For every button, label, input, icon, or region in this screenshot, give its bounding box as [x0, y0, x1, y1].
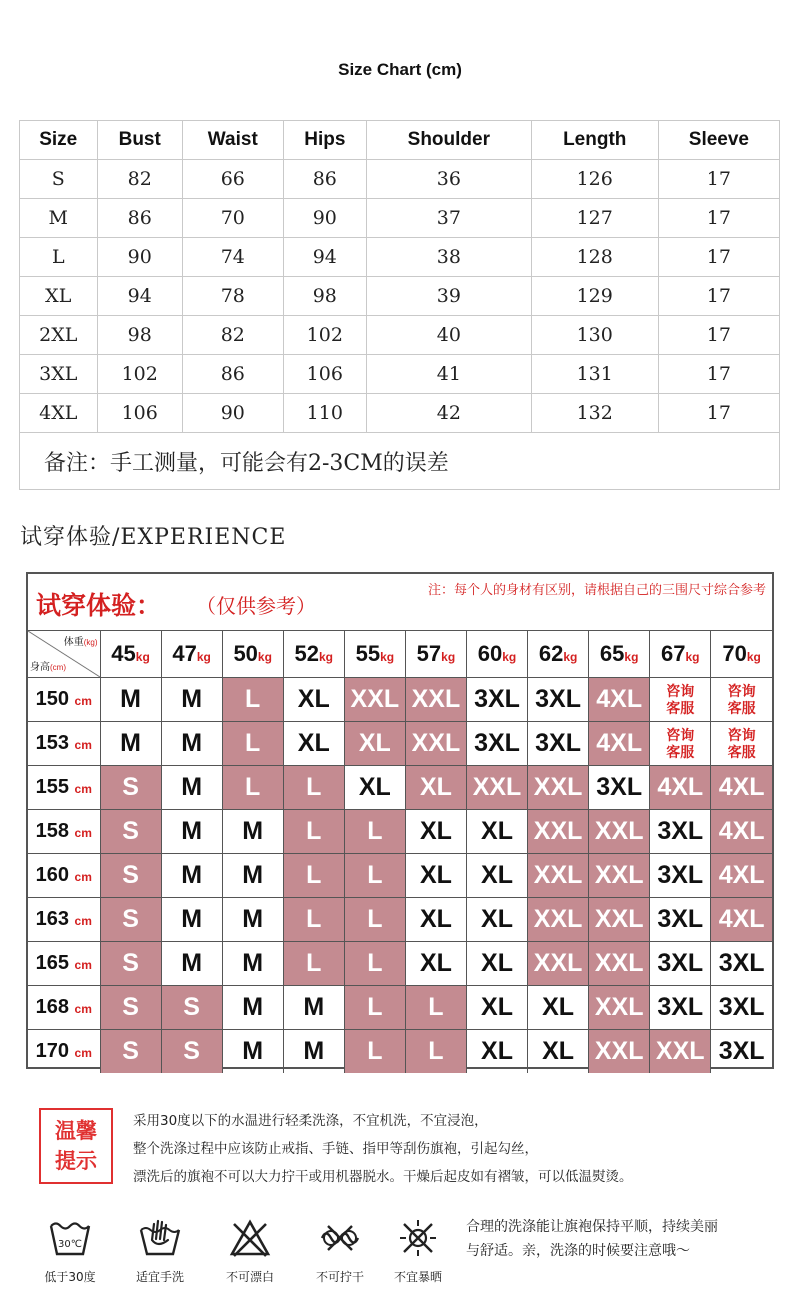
fit-cell: L: [283, 810, 344, 854]
height-header-cell: 158 cm: [28, 810, 100, 854]
fit-experience-chart: [26, 572, 774, 1069]
fit-cell: 4XL: [711, 766, 772, 810]
fit-cell: 3XL: [650, 898, 711, 942]
size-chart-cell: 41: [366, 355, 531, 394]
fit-cell: XXL: [589, 810, 650, 854]
height-header-cell: 163 cm: [28, 898, 100, 942]
size-chart-header-cell: Hips: [283, 121, 366, 160]
size-chart-cell: 17: [658, 355, 779, 394]
fit-cell: 3XL: [650, 942, 711, 986]
height-row: [28, 854, 772, 898]
size-chart-cell: 127: [531, 199, 658, 238]
size-chart-cell: 38: [366, 238, 531, 277]
fit-cell: L: [344, 1030, 405, 1074]
fit-experience-heading: 试穿体验：: [36, 591, 162, 620]
hand-wash-icon: [138, 1218, 182, 1258]
size-chart-header-cell: Length: [531, 121, 658, 160]
height-row: [28, 766, 772, 810]
care-no-bleach: [208, 1218, 292, 1285]
fit-cell: 3XL: [650, 986, 711, 1030]
size-chart-cell: S: [20, 160, 98, 199]
fit-cell: XXL: [589, 898, 650, 942]
fit-cell: XXL: [589, 986, 650, 1030]
experience-section-title: 试穿体验/EXPERIENCE: [20, 525, 287, 550]
warm-tips-text: [133, 1107, 793, 1191]
care-note-line: 合理的洗涤能让旗袍保持平顺，持续美丽: [466, 1219, 718, 1235]
fit-cell: 4XL: [589, 678, 650, 722]
care-note: [466, 1215, 796, 1263]
fit-experience-subheading: （仅供参考）: [196, 594, 316, 618]
care-label: 适宜手洗: [135, 1270, 184, 1284]
care-label: 低于30度: [44, 1270, 96, 1284]
size-chart-cell: 94: [97, 277, 182, 316]
fit-cell: M: [283, 986, 344, 1030]
height-header-cell: 168 cm: [28, 986, 100, 1030]
weight-header-cell: 47kg: [161, 631, 222, 678]
size-chart-note: 备注：手工测量，可能会有2-3CM的误差: [20, 433, 780, 490]
height-header-cell: 153 cm: [28, 722, 100, 766]
fit-cell: XXL: [589, 942, 650, 986]
fit-cell: XL: [528, 986, 589, 1030]
size-chart-cell: 131: [531, 355, 658, 394]
fit-cell: XL: [466, 986, 527, 1030]
fit-cell: 4XL: [711, 810, 772, 854]
size-chart-cell: 82: [97, 160, 182, 199]
fit-cell: S: [100, 986, 161, 1030]
size-chart-cell: 17: [658, 199, 779, 238]
size-chart-cell: L: [20, 238, 98, 277]
size-chart-cell: 132: [531, 394, 658, 433]
size-chart-cell: 3XL: [20, 355, 98, 394]
size-chart-cell: 78: [182, 277, 283, 316]
size-chart-title: Size Chart (cm): [338, 60, 462, 79]
fit-cell: XL: [344, 722, 405, 766]
fit-cell: 4XL: [711, 898, 772, 942]
tips-line: 漂洗后的旗袍不可以大力拧干或用机器脱水。干燥后起皮如有褶皱，可以低温熨烫。: [133, 1169, 633, 1185]
fit-cell: 3XL: [711, 942, 772, 986]
fit-cell: S: [100, 810, 161, 854]
weight-header-row: [28, 631, 772, 678]
size-chart-row: [20, 316, 780, 355]
weight-header-cell: 65kg: [589, 631, 650, 678]
height-row: [28, 986, 772, 1030]
size-chart-cell: 90: [283, 199, 366, 238]
size-chart-row: [20, 199, 780, 238]
care-label: 不可漂白: [225, 1270, 274, 1284]
fit-cell: XXL: [344, 678, 405, 722]
fit-cell: XXL: [405, 678, 466, 722]
fit-cell: M: [161, 810, 222, 854]
fit-cell: L: [344, 942, 405, 986]
fit-cell: S: [100, 898, 161, 942]
fit-cell: L: [344, 898, 405, 942]
size-chart-row: [20, 394, 780, 433]
fit-cell: S: [161, 986, 222, 1030]
fit-cell: L: [344, 810, 405, 854]
height-row: [28, 678, 772, 722]
care-wash-30: [28, 1218, 112, 1285]
fit-cell: XL: [466, 854, 527, 898]
size-chart-cell: 17: [658, 277, 779, 316]
size-chart-cell: 129: [531, 277, 658, 316]
size-chart-cell: 42: [366, 394, 531, 433]
fit-cell: L: [222, 722, 283, 766]
fit-cell-consult: 咨询 客服: [650, 678, 711, 722]
fit-cell: S: [100, 1030, 161, 1074]
size-chart-cell: 39: [366, 277, 531, 316]
fit-cell: XL: [405, 942, 466, 986]
size-chart-cell: 94: [283, 238, 366, 277]
size-chart-cell: 90: [97, 238, 182, 277]
fit-cell: XXL: [528, 854, 589, 898]
fit-cell: 3XL: [466, 722, 527, 766]
size-chart-cell: 106: [283, 355, 366, 394]
fit-cell: M: [161, 898, 222, 942]
fit-cell: 4XL: [650, 766, 711, 810]
care-label: 不可拧干: [315, 1270, 364, 1284]
fit-cell: 3XL: [466, 678, 527, 722]
fit-cell: M: [161, 722, 222, 766]
size-chart-header-cell: Sleeve: [658, 121, 779, 160]
fit-cell: L: [283, 766, 344, 810]
size-chart-cell: M: [20, 199, 98, 238]
height-header-cell: 155 cm: [28, 766, 100, 810]
size-chart-cell: 17: [658, 238, 779, 277]
size-chart-cell: 126: [531, 160, 658, 199]
size-chart-cell: 66: [182, 160, 283, 199]
fit-cell: M: [161, 854, 222, 898]
height-header-cell: 160 cm: [28, 854, 100, 898]
wash-30-icon: [48, 1218, 92, 1258]
size-chart-cell: 102: [283, 316, 366, 355]
fit-cell: M: [222, 986, 283, 1030]
fit-cell: M: [222, 810, 283, 854]
weight-header-cell: 55kg: [344, 631, 405, 678]
size-chart-table: [19, 120, 780, 490]
weight-header-cell: 60kg: [466, 631, 527, 678]
size-chart-row: [20, 160, 780, 199]
fit-cell: XXL: [528, 766, 589, 810]
fit-cell: XXL: [405, 722, 466, 766]
size-chart-cell: XL: [20, 277, 98, 316]
size-chart-header-cell: Bust: [97, 121, 182, 160]
fit-cell: M: [161, 678, 222, 722]
size-chart-cell: 98: [97, 316, 182, 355]
fit-cell: L: [344, 854, 405, 898]
fit-cell: L: [344, 986, 405, 1030]
weight-header-cell: 57kg: [405, 631, 466, 678]
weight-header-cell: 70kg: [711, 631, 772, 678]
fit-cell: L: [283, 898, 344, 942]
fit-cell: XL: [405, 766, 466, 810]
size-chart-cell: 98: [283, 277, 366, 316]
size-chart-cell: 36: [366, 160, 531, 199]
size-chart-cell: 130: [531, 316, 658, 355]
fit-cell: 3XL: [650, 810, 711, 854]
height-row: [28, 898, 772, 942]
fit-cell: 3XL: [528, 722, 589, 766]
size-chart-cell: 37: [366, 199, 531, 238]
size-chart-cell: 106: [97, 394, 182, 433]
size-chart-cell: 17: [658, 394, 779, 433]
height-header-cell: 165 cm: [28, 942, 100, 986]
no-bleach-icon: [228, 1218, 272, 1258]
wash-30-symbol-text: 30℃: [58, 1239, 82, 1250]
size-chart-cell: 86: [283, 160, 366, 199]
fit-cell: S: [100, 942, 161, 986]
fit-cell: L: [405, 986, 466, 1030]
fit-cell: XXL: [589, 854, 650, 898]
fit-cell: S: [100, 766, 161, 810]
weight-header-cell: 67kg: [650, 631, 711, 678]
tips-line: 采用30度以下的水温进行轻柔洗涤，不宜机洗，不宜浸泡，: [133, 1113, 488, 1129]
fit-cell: S: [100, 854, 161, 898]
fit-cell-consult: 咨询 客服: [711, 722, 772, 766]
weight-height-corner: [28, 631, 100, 678]
tips-line: 整个洗涤过程中应该防止戒指、手链、指甲等刮伤旗袍，引起勾丝，: [133, 1141, 538, 1157]
fit-cell: XXL: [466, 766, 527, 810]
care-label: 不宜暴晒: [393, 1270, 442, 1284]
height-header-cell: 170 cm: [28, 1030, 100, 1074]
size-chart-cell: 2XL: [20, 316, 98, 355]
fit-cell: 4XL: [711, 854, 772, 898]
fit-cell: XL: [283, 678, 344, 722]
fit-cell: XXL: [528, 810, 589, 854]
size-chart-cell: 17: [658, 316, 779, 355]
fit-cell: XL: [466, 810, 527, 854]
fit-cell: L: [222, 678, 283, 722]
size-chart-cell: 128: [531, 238, 658, 277]
size-chart-cell: 74: [182, 238, 283, 277]
weight-header-cell: 50kg: [222, 631, 283, 678]
fit-experience-note: 注：每个人的身材有区别，请根据自己的三围尺寸综合参考: [428, 583, 767, 598]
fit-cell: M: [222, 854, 283, 898]
size-chart-cell: 102: [97, 355, 182, 394]
height-row: [28, 810, 772, 854]
weight-header-cell: 62kg: [528, 631, 589, 678]
corner-weight-label: 体重(kg): [63, 637, 98, 648]
weight-header-cell: 45kg: [100, 631, 161, 678]
size-chart-cell: 90: [182, 394, 283, 433]
fit-cell: M: [100, 722, 161, 766]
fit-cell-consult: 咨询 客服: [650, 722, 711, 766]
height-row: [28, 1030, 772, 1074]
fit-cell: XXL: [589, 1030, 650, 1074]
height-row: [28, 722, 772, 766]
fit-experience-header: [28, 574, 772, 631]
size-chart-row: [20, 238, 780, 277]
care-no-wring: [298, 1218, 382, 1285]
fit-cell: XL: [405, 810, 466, 854]
fit-cell: 3XL: [528, 678, 589, 722]
fit-cell: L: [283, 854, 344, 898]
fit-cell: XL: [466, 898, 527, 942]
size-chart-cell: 4XL: [20, 394, 98, 433]
fit-cell: XXL: [650, 1030, 711, 1074]
fit-cell: 3XL: [711, 986, 772, 1030]
fit-cell: M: [222, 898, 283, 942]
care-note-line: 与舒适。亲，洗涤的时候要注意哦～: [466, 1243, 690, 1259]
fit-cell: XL: [405, 898, 466, 942]
warm-tips-label: [39, 1108, 113, 1184]
height-header-cell: 150 cm: [28, 678, 100, 722]
fit-cell: L: [405, 1030, 466, 1074]
size-chart-cell: 17: [658, 160, 779, 199]
fit-cell: XL: [528, 1030, 589, 1074]
fit-cell: XL: [283, 722, 344, 766]
care-hand-wash: [118, 1218, 202, 1285]
fit-cell: M: [100, 678, 161, 722]
fit-cell: L: [222, 766, 283, 810]
fit-cell: M: [222, 942, 283, 986]
corner-height-label: 身高(cm): [30, 662, 66, 673]
no-sun-icon: [396, 1218, 440, 1258]
warm-tips-label-line2: 提示: [55, 1148, 97, 1173]
fit-cell: 4XL: [589, 722, 650, 766]
fit-cell: S: [161, 1030, 222, 1074]
fit-cell: 3XL: [589, 766, 650, 810]
fit-cell: M: [161, 766, 222, 810]
fit-cell: XXL: [528, 898, 589, 942]
fit-cell: XL: [405, 854, 466, 898]
no-wring-icon: [318, 1218, 362, 1258]
size-chart-cell: 82: [182, 316, 283, 355]
fit-experience-table: [28, 631, 772, 1073]
fit-cell: M: [222, 1030, 283, 1074]
size-chart-cell: 86: [97, 199, 182, 238]
size-chart-header-row: [20, 121, 780, 160]
size-chart-row: [20, 355, 780, 394]
care-no-sun: [376, 1218, 460, 1285]
size-chart-row: [20, 277, 780, 316]
fit-cell: XL: [466, 1030, 527, 1074]
fit-cell: XL: [466, 942, 527, 986]
size-chart-cell: 40: [366, 316, 531, 355]
fit-cell: M: [283, 1030, 344, 1074]
size-chart-header-cell: Waist: [182, 121, 283, 160]
fit-cell: XXL: [528, 942, 589, 986]
warm-tips-label-line1: 温馨: [55, 1118, 97, 1143]
height-row: [28, 942, 772, 986]
fit-cell: M: [161, 942, 222, 986]
size-chart-header-cell: Shoulder: [366, 121, 531, 160]
fit-cell: 3XL: [650, 854, 711, 898]
fit-cell: 3XL: [711, 1030, 772, 1074]
size-chart-cell: 70: [182, 199, 283, 238]
size-chart-cell: 110: [283, 394, 366, 433]
fit-cell: L: [283, 942, 344, 986]
weight-header-cell: 52kg: [283, 631, 344, 678]
fit-cell-consult: 咨询 客服: [711, 678, 772, 722]
size-chart-header-cell: Size: [20, 121, 98, 160]
fit-cell: XL: [344, 766, 405, 810]
size-chart-cell: 86: [182, 355, 283, 394]
